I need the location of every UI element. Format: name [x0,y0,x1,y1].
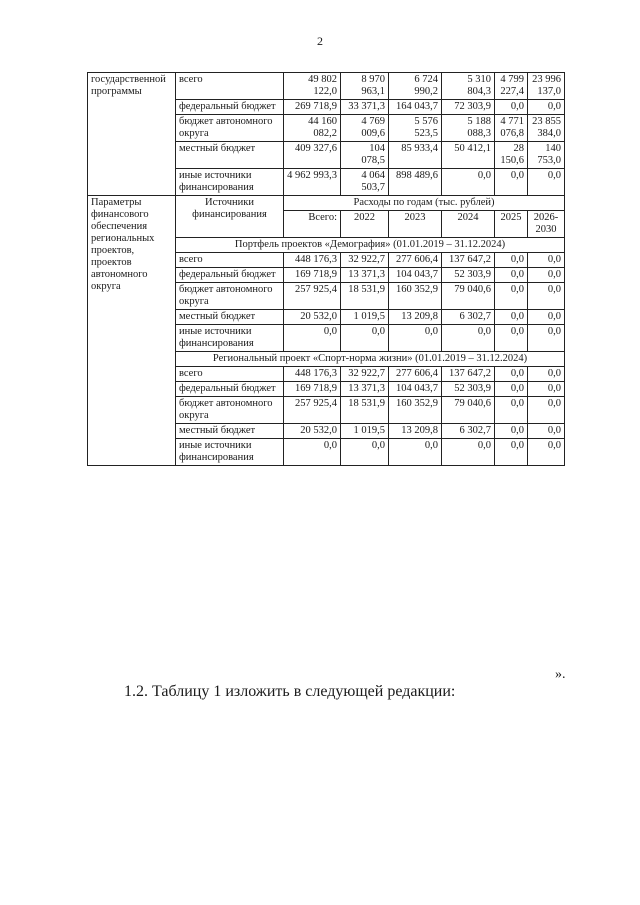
value-cell: 257 925,4 [284,283,341,310]
value-cell: 0,0 [528,253,565,268]
value-cell: 20 532,0 [284,310,341,325]
source-label: бюджет автономного округа [176,115,284,142]
source-label: иные источники финансирования [176,325,284,352]
source-label: федеральный бюджет [176,382,284,397]
value-cell: 0,0 [495,424,528,439]
value-cell: 104 043,7 [389,268,442,283]
value-cell: 5 310 804,3 [442,73,495,100]
value-cell: 33 371,3 [341,100,389,115]
value-cell: 0,0 [528,367,565,382]
value-cell: 44 160 082,2 [284,115,341,142]
value-cell: 18 531,9 [341,283,389,310]
expenses-header: Расходы по годам (тыс. рублей) [284,196,565,211]
value-cell: 6 724 990,2 [389,73,442,100]
value-cell: 13 209,8 [389,424,442,439]
value-cell: 448 176,3 [284,367,341,382]
source-label: бюджет автономного округа [176,283,284,310]
value-cell: 257 925,4 [284,397,341,424]
value-cell: 5 576 523,5 [389,115,442,142]
value-cell: 0,0 [528,382,565,397]
value-cell: 0,0 [495,268,528,283]
header-row [88,196,565,211]
value-cell: 0,0 [389,325,442,352]
value-cell: 164 043,7 [389,100,442,115]
value-cell: 50 412,1 [442,142,495,169]
value-cell: 137 647,2 [442,253,495,268]
subheading: 1.2. Таблицу 1 изложить в следующей редакции: [124,683,456,700]
financing-table [87,72,565,466]
section-title: Портфель проектов «Демография» (01.01.2019 – 31.12.2024) [176,238,565,253]
top-section [88,73,565,196]
source-label: федеральный бюджет [176,100,284,115]
value-cell: 1 019,5 [341,424,389,439]
year-header: 2025 [495,211,528,238]
value-cell: 0,0 [528,424,565,439]
value-cell: 4 771 076,8 [495,115,528,142]
value-cell: 85 933,4 [389,142,442,169]
value-cell: 160 352,9 [389,283,442,310]
value-cell: 49 802 122,0 [284,73,341,100]
sources-header: Источники финансирования [176,196,284,238]
value-cell: 0,0 [528,325,565,352]
page-number: 2 [317,34,323,48]
value-cell: 0,0 [528,283,565,310]
value-cell: 0,0 [528,169,565,196]
value-cell: 79 040,6 [442,397,495,424]
value-cell: 4 962 993,3 [284,169,341,196]
value-cell: 0,0 [389,439,442,466]
value-cell: 28 150,6 [495,142,528,169]
source-label: местный бюджет [176,142,284,169]
value-cell: 140 753,0 [528,142,565,169]
value-cell: 169 718,9 [284,268,341,283]
value-cell: 0,0 [284,325,341,352]
value-cell: 277 606,4 [389,367,442,382]
value-cell: 52 303,9 [442,382,495,397]
table-row [88,73,565,100]
value-cell: 137 647,2 [442,367,495,382]
value-cell: 898 489,6 [389,169,442,196]
value-cell: 0,0 [528,439,565,466]
value-cell: 0,0 [495,397,528,424]
value-cell: 1 019,5 [341,310,389,325]
total-header: Всего: [284,211,341,238]
value-cell: 23 855 384,0 [528,115,565,142]
params-title: Параметры финансового обеспечения региональных проектов, проектов автономного округа [88,196,176,466]
value-cell: 0,0 [341,325,389,352]
value-cell: 104 078,5 [341,142,389,169]
source-label: иные источники финансирования [176,169,284,196]
value-cell: 277 606,4 [389,253,442,268]
value-cell: 0,0 [495,367,528,382]
value-cell: 20 532,0 [284,424,341,439]
value-cell: 4 799 227,4 [495,73,528,100]
value-cell: 0,0 [341,439,389,466]
program-label: государственной программы [88,73,176,196]
value-cell: 18 531,9 [341,397,389,424]
value-cell: 23 996 137,0 [528,73,565,100]
value-cell: 0,0 [528,310,565,325]
source-label: бюджет автономного округа [176,397,284,424]
value-cell: 32 922,7 [341,367,389,382]
source-label: иные источники финансирования [176,439,284,466]
value-cell: 269 718,9 [284,100,341,115]
value-cell: 169 718,9 [284,382,341,397]
value-cell: 0,0 [528,268,565,283]
source-label: федеральный бюджет [176,268,284,283]
value-cell: 409 327,6 [284,142,341,169]
value-cell: 0,0 [528,100,565,115]
value-cell: 0,0 [495,325,528,352]
value-cell: 0,0 [495,100,528,115]
value-cell: 32 922,7 [341,253,389,268]
value-cell: 13 371,3 [341,382,389,397]
source-label: всего [176,367,284,382]
value-cell: 8 970 963,1 [341,73,389,100]
value-cell: 6 302,7 [442,310,495,325]
value-cell: 0,0 [495,283,528,310]
value-cell: 0,0 [442,439,495,466]
value-cell: 5 188 088,3 [442,115,495,142]
value-cell: 0,0 [495,310,528,325]
source-label: местный бюджет [176,424,284,439]
value-cell: 160 352,9 [389,397,442,424]
value-cell: 13 371,3 [341,268,389,283]
value-cell: 72 303,9 [442,100,495,115]
value-cell: 0,0 [284,439,341,466]
params-section [88,196,565,466]
value-cell: 52 303,9 [442,268,495,283]
value-cell: 6 302,7 [442,424,495,439]
source-label: всего [176,253,284,268]
value-cell: 104 043,7 [389,382,442,397]
value-cell: 448 176,3 [284,253,341,268]
value-cell: 0,0 [442,325,495,352]
year-header: 2023 [389,211,442,238]
value-cell: 0,0 [495,382,528,397]
source-label: всего [176,73,284,100]
year-header: 2026-2030 [528,211,565,238]
year-header: 2024 [442,211,495,238]
value-cell: 13 209,8 [389,310,442,325]
value-cell: 4 769 009,6 [341,115,389,142]
year-header: 2022 [341,211,389,238]
closing-quote: ». [555,667,566,682]
value-cell: 0,0 [495,439,528,466]
value-cell: 4 064 503,7 [341,169,389,196]
value-cell: 0,0 [528,397,565,424]
value-cell: 0,0 [495,169,528,196]
value-cell: 0,0 [495,253,528,268]
section-title: Региональный проект «Спорт-норма жизни» (01.01.2019 – 31.12.2024) [176,352,565,367]
value-cell: 0,0 [442,169,495,196]
source-label: местный бюджет [176,310,284,325]
value-cell: 79 040,6 [442,283,495,310]
